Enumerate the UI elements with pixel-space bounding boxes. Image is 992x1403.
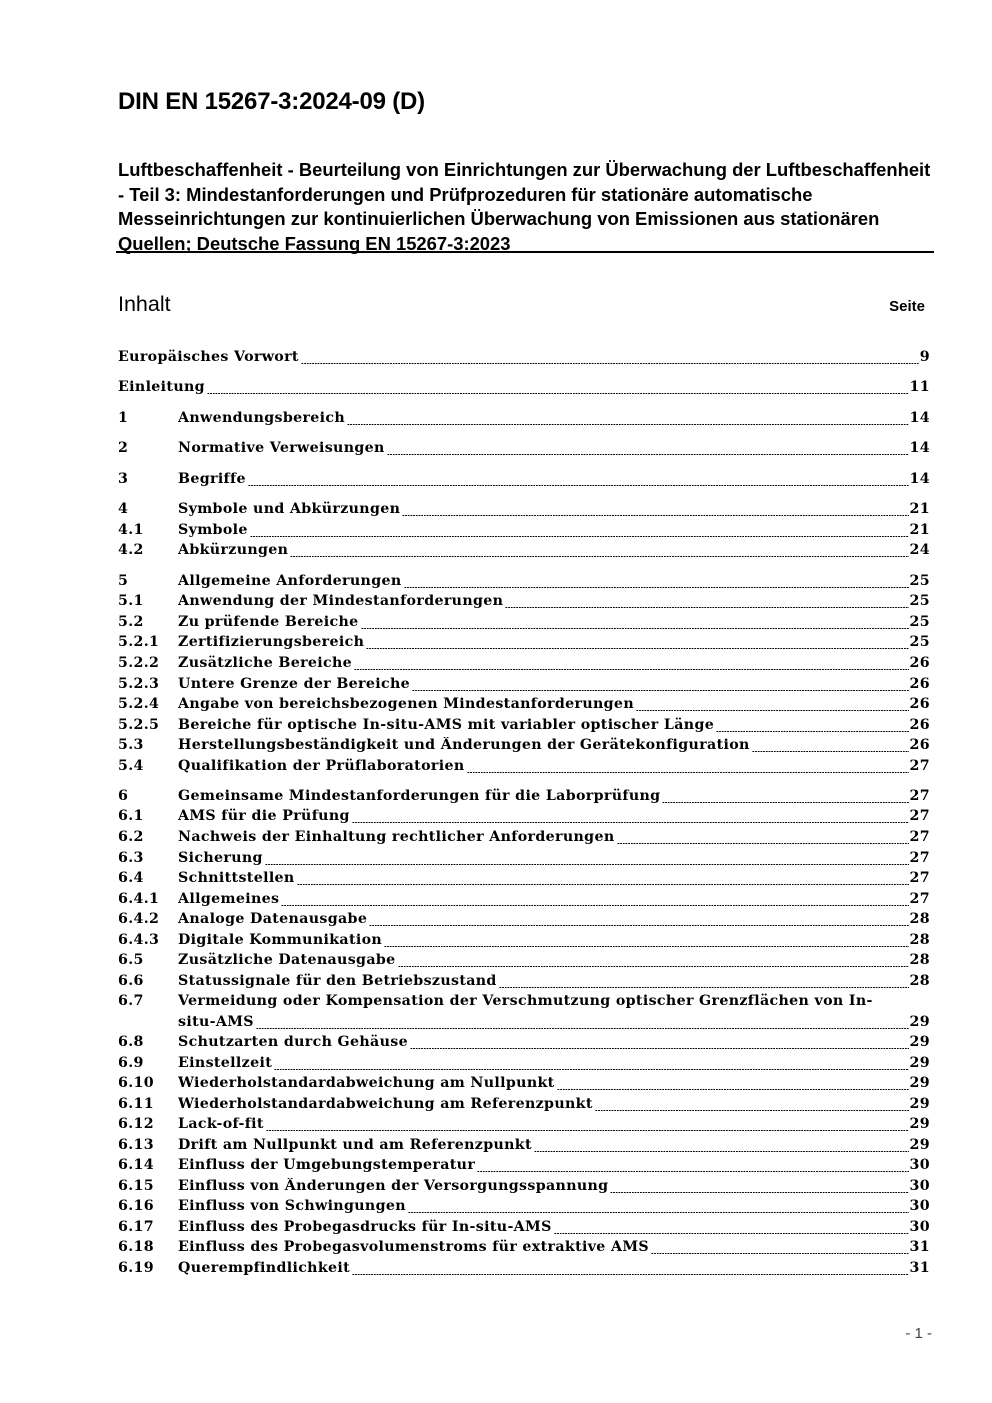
toc-entry[interactable] bbox=[118, 1239, 930, 1259]
toc-entry-title: Begriffe bbox=[178, 471, 246, 487]
toc-dot-leader bbox=[499, 987, 909, 988]
toc-entry-page: 25 bbox=[909, 593, 930, 609]
toc-entry[interactable] bbox=[118, 829, 930, 849]
toc-entry[interactable] bbox=[118, 717, 930, 737]
toc-entry-number: 5.2 bbox=[118, 614, 144, 630]
toc-entry-page: 14 bbox=[909, 410, 930, 426]
toc-entry[interactable] bbox=[118, 676, 930, 696]
toc-dot-leader bbox=[408, 1212, 909, 1213]
toc-entry-title: Einleitung bbox=[118, 379, 205, 395]
toc-entry-page: 25 bbox=[909, 614, 930, 630]
toc-entry[interactable] bbox=[118, 1096, 930, 1116]
toc-entry-title: Untere Grenze der Bereiche bbox=[178, 676, 411, 692]
toc-entry[interactable] bbox=[118, 522, 930, 542]
toc-entry[interactable] bbox=[118, 1137, 930, 1157]
toc-entry-page: 26 bbox=[909, 717, 930, 733]
toc-entry-number: 6.12 bbox=[118, 1116, 154, 1132]
toc-entry-number: 6.1 bbox=[118, 808, 144, 824]
toc-entry-page: 30 bbox=[909, 1198, 930, 1214]
toc-entry-title: Einfluss des Probegasvolumenstroms für extraktive AMS bbox=[178, 1239, 649, 1255]
toc-entry-number: 6.4.3 bbox=[118, 932, 160, 948]
toc-entry[interactable] bbox=[118, 1178, 930, 1198]
toc-entry-page: 24 bbox=[909, 542, 930, 558]
toc-entry[interactable] bbox=[118, 808, 930, 828]
toc-dot-leader bbox=[662, 802, 908, 803]
toc-entry-page: 30 bbox=[909, 1178, 930, 1194]
toc-entry-number: 5.3 bbox=[118, 737, 144, 753]
toc-entry-number: 5.2.1 bbox=[118, 634, 160, 650]
toc-entry-page: 31 bbox=[909, 1260, 930, 1276]
toc-entry-number: 6.2 bbox=[118, 829, 144, 845]
toc-entry-title: Bereiche für optische In-situ-AMS mit variabler optischer Länge bbox=[178, 717, 715, 733]
toc-dot-leader bbox=[636, 710, 909, 711]
toc-entry[interactable] bbox=[118, 573, 930, 593]
toc-entry-title: Einfluss von Änderungen der Versorgungsspannung bbox=[178, 1178, 609, 1194]
toc-entry-page: 31 bbox=[909, 1239, 930, 1255]
toc-entry-number: 4 bbox=[118, 501, 129, 517]
toc-entry-number: 2 bbox=[118, 440, 129, 456]
toc-entry-number: 5.2.4 bbox=[118, 696, 160, 712]
toc-entry-page: 29 bbox=[909, 1137, 930, 1153]
toc-entry-title: Herstellungsbeständigkeit und Änderungen der Gerätekonfiguration bbox=[178, 737, 750, 753]
toc-entry-title: Allgemeines bbox=[178, 891, 280, 907]
toc-entry-title: Europäisches Vorwort bbox=[118, 349, 299, 365]
toc-entry-title: Symbole und Abkürzungen bbox=[178, 501, 401, 517]
toc-dot-leader bbox=[398, 966, 909, 967]
toc-dot-leader bbox=[274, 1069, 908, 1070]
toc-entry-title: Qualifikation der Prüflaboratorien bbox=[178, 758, 465, 774]
toc-entry-page: 14 bbox=[909, 471, 930, 487]
toc-entry-page: 28 bbox=[909, 911, 930, 927]
toc-entry[interactable] bbox=[118, 1260, 930, 1280]
toc-entry[interactable] bbox=[118, 993, 930, 1035]
toc-entry-title: Abkürzungen bbox=[178, 542, 289, 558]
toc-entry[interactable] bbox=[118, 696, 930, 716]
toc-dot-leader bbox=[297, 884, 909, 885]
toc-dot-leader bbox=[554, 1233, 909, 1234]
toc-dot-leader bbox=[467, 772, 909, 773]
toc-entry-title: Angabe von bereichsbezogenen Mindestanforderungen bbox=[178, 696, 634, 712]
toc-entry-page: 27 bbox=[909, 758, 930, 774]
toc-entry-page: 25 bbox=[909, 634, 930, 650]
document-subtitle: Luftbeschaffenheit - Beurteilung von Einrichtungen zur Überwachung der Luftbeschaffenheit - Teil 3: Mindestanforderungen und Prüfprozeduren für stationäre automatische Messeinrichtungen zur kontinuierlichen Überwachung von Emissionen aus stationären Quellen; Deutsche Fassung EN 15267-3:2023 bbox=[118, 159, 931, 254]
toc-entry-page: 29 bbox=[909, 1116, 930, 1132]
toc-entry-page: 28 bbox=[909, 973, 930, 989]
toc-entry-title: Querempfindlichkeit bbox=[178, 1260, 351, 1276]
toc-entry-number: 6.17 bbox=[118, 1219, 154, 1235]
toc-entry-number: 6.14 bbox=[118, 1157, 154, 1173]
toc-entry-title: Anwendung der Mindestanforderungen bbox=[178, 593, 504, 609]
toc-entry-number: 6.6 bbox=[118, 973, 144, 989]
toc-entry-page: 29 bbox=[909, 1096, 930, 1112]
toc-dot-leader bbox=[352, 822, 909, 823]
toc-entry-number: 6.4.2 bbox=[118, 911, 160, 927]
toc-entry-number: 6.10 bbox=[118, 1075, 154, 1091]
toc-entry-page: 21 bbox=[909, 522, 930, 538]
document-title: DIN EN 15267-3:2024-09 (D) bbox=[118, 88, 425, 115]
toc-entry-title: Einfluss des Probegasdrucks für In-situ-AMS bbox=[178, 1219, 552, 1235]
toc-dot-leader bbox=[404, 587, 909, 588]
toc-entry-number: 6.4.1 bbox=[118, 891, 160, 907]
toc-entry-page: 30 bbox=[909, 1219, 930, 1235]
toc-dot-leader bbox=[557, 1089, 909, 1090]
toc-entry-page: 26 bbox=[909, 676, 930, 692]
toc-entry[interactable] bbox=[118, 1116, 930, 1136]
toc-entry[interactable] bbox=[118, 870, 930, 890]
toc-entry-title: Symbole bbox=[178, 522, 248, 538]
toc-entry-page: 29 bbox=[909, 1034, 930, 1050]
toc-entry-title: Lack-of-fit bbox=[178, 1116, 264, 1132]
toc-entry-title: Statussignale für den Betriebszustand bbox=[178, 973, 497, 989]
toc-dot-leader bbox=[266, 1130, 909, 1131]
toc-entry-number: 6.19 bbox=[118, 1260, 154, 1276]
toc-dot-leader bbox=[477, 1171, 908, 1172]
page-number: - 1 - bbox=[905, 1325, 932, 1342]
toc-dot-leader bbox=[207, 393, 909, 394]
toc-entry-title: Allgemeine Anforderungen bbox=[178, 573, 402, 589]
toc-entry-title: Einfluss der Umgebungstemperatur bbox=[178, 1157, 476, 1173]
toc-dot-leader bbox=[402, 515, 908, 516]
toc-entry[interactable] bbox=[118, 737, 930, 757]
toc-dot-leader bbox=[410, 1048, 909, 1049]
toc-dot-leader bbox=[250, 536, 909, 537]
toc-entry-page: 28 bbox=[909, 932, 930, 948]
toc-dot-leader bbox=[301, 363, 919, 364]
toc-entry-title: Wiederholstandardabweichung am Referenzpunkt bbox=[178, 1096, 593, 1112]
toc-entry-page: 27 bbox=[909, 829, 930, 845]
toc-entry[interactable] bbox=[118, 440, 930, 460]
toc-entry-number: 6.13 bbox=[118, 1137, 154, 1153]
toc-entry[interactable] bbox=[118, 973, 930, 993]
toc-entry[interactable] bbox=[118, 379, 930, 399]
toc-entry-page: 21 bbox=[909, 501, 930, 517]
toc-entry-page: 29 bbox=[909, 1075, 930, 1091]
toc-dot-leader bbox=[752, 751, 909, 752]
toc-dot-leader bbox=[265, 864, 909, 865]
toc-entry-title: AMS für die Prüfung bbox=[178, 808, 350, 824]
toc-entry-title: Zertifizierungsbereich bbox=[178, 634, 365, 650]
toc-dot-leader bbox=[366, 648, 908, 649]
toc-entry[interactable] bbox=[118, 850, 930, 870]
toc-entry-number: 6.15 bbox=[118, 1178, 154, 1194]
toc-entry-number: 5.1 bbox=[118, 593, 144, 609]
toc-entry-page: 26 bbox=[909, 696, 930, 712]
toc-entry[interactable] bbox=[118, 1055, 930, 1075]
toc-entry-title: Schutzarten durch Gehäuse bbox=[178, 1034, 408, 1050]
toc-entry-number: 6.18 bbox=[118, 1239, 154, 1255]
toc-entry-title: situ-AMS bbox=[178, 1014, 254, 1030]
toc-heading: Inhalt bbox=[118, 292, 171, 316]
toc-entry[interactable] bbox=[118, 655, 930, 675]
toc-entry[interactable] bbox=[118, 614, 930, 634]
toc-dot-leader bbox=[412, 690, 909, 691]
toc-entry-number: 3 bbox=[118, 471, 129, 487]
toc-entry-title: Einstellzeit bbox=[178, 1055, 273, 1071]
toc-entry[interactable] bbox=[118, 349, 930, 369]
toc-entry-title: Wiederholstandardabweichung am Nullpunkt bbox=[178, 1075, 555, 1091]
toc-entry-title: Digitale Kommunikation bbox=[178, 932, 383, 948]
toc-entry-number: 5.2.3 bbox=[118, 676, 160, 692]
toc-entry[interactable] bbox=[118, 542, 930, 562]
toc-dot-leader bbox=[610, 1192, 908, 1193]
toc-entry-page: 29 bbox=[909, 1014, 930, 1030]
toc-entry[interactable] bbox=[118, 1075, 930, 1095]
toc-dot-leader bbox=[505, 607, 908, 608]
toc-entry-page: 29 bbox=[909, 1055, 930, 1071]
toc-entry[interactable] bbox=[118, 1157, 930, 1177]
toc-dot-leader bbox=[387, 454, 909, 455]
toc-entry-page: 27 bbox=[909, 850, 930, 866]
toc-dot-leader bbox=[281, 905, 908, 906]
toc-entry[interactable] bbox=[118, 1198, 930, 1218]
toc-entry-page: 26 bbox=[909, 737, 930, 753]
toc-dot-leader bbox=[347, 424, 908, 425]
toc-entry-title: Sicherung bbox=[178, 850, 263, 866]
toc-entry-page: 27 bbox=[909, 870, 930, 886]
toc-entry-number: 5 bbox=[118, 573, 129, 589]
toc-entry-title: Zu prüfende Bereiche bbox=[178, 614, 359, 630]
toc-dot-leader bbox=[369, 925, 908, 926]
toc-entry-title: Nachweis der Einhaltung rechtlicher Anforderungen bbox=[178, 829, 615, 845]
toc-entry[interactable] bbox=[118, 634, 930, 654]
toc-entry-number: 5.2.5 bbox=[118, 717, 160, 733]
toc-entry-number: 6.4 bbox=[118, 870, 144, 886]
toc-dot-leader bbox=[651, 1253, 909, 1254]
toc-entry-number: 4.2 bbox=[118, 542, 144, 558]
toc-entry-title: Schnittstellen bbox=[178, 870, 295, 886]
toc-entry-number: 6.7 bbox=[118, 993, 144, 1009]
toc-entry[interactable] bbox=[118, 952, 930, 972]
toc-entry-page: 27 bbox=[909, 891, 930, 907]
title-divider bbox=[116, 251, 934, 253]
toc-entry-page: 25 bbox=[909, 573, 930, 589]
toc-entry-number: 4.1 bbox=[118, 522, 144, 538]
toc-entry[interactable] bbox=[118, 410, 930, 430]
toc-dot-leader bbox=[384, 946, 908, 947]
toc-dot-leader bbox=[361, 628, 909, 629]
toc-entry-number: 6.3 bbox=[118, 850, 144, 866]
toc-entry-number: 6.11 bbox=[118, 1096, 154, 1112]
toc-entry[interactable] bbox=[118, 911, 930, 931]
toc-dot-leader bbox=[716, 731, 908, 732]
toc-dot-leader bbox=[595, 1110, 909, 1111]
toc-entry-number: 6 bbox=[118, 788, 129, 804]
toc-dot-leader bbox=[354, 669, 908, 670]
toc-entry-title: Einfluss von Schwingungen bbox=[178, 1198, 406, 1214]
toc-entry-title: Gemeinsame Mindestanforderungen für die Laborprüfung bbox=[178, 788, 661, 804]
toc-entry[interactable] bbox=[118, 1034, 930, 1054]
toc-entry-title: Drift am Nullpunkt und am Referenzpunkt bbox=[178, 1137, 532, 1153]
toc-dot-leader bbox=[617, 843, 909, 844]
toc-entry[interactable] bbox=[118, 501, 930, 521]
toc-dot-leader bbox=[256, 1028, 909, 1029]
toc-entry-number: 6.9 bbox=[118, 1055, 144, 1071]
page-column-label: Seite bbox=[889, 298, 925, 315]
toc-dot-leader bbox=[352, 1274, 909, 1275]
toc-dot-leader bbox=[248, 485, 909, 486]
toc-entry-page: 26 bbox=[909, 655, 930, 671]
toc-entry[interactable] bbox=[118, 593, 930, 613]
toc-entry-number: 5.4 bbox=[118, 758, 144, 774]
toc-entry[interactable] bbox=[118, 1219, 930, 1239]
toc-entry-title: Anwendungsbereich bbox=[178, 410, 346, 426]
toc-entry-page: 28 bbox=[909, 952, 930, 968]
toc-entry-page: 11 bbox=[909, 379, 930, 395]
toc-entry-page: 30 bbox=[909, 1157, 930, 1173]
toc-entry[interactable] bbox=[118, 891, 930, 911]
toc-entry-page: 27 bbox=[909, 788, 930, 804]
toc-entry-number: 6.5 bbox=[118, 952, 144, 968]
toc-entry-title: Zusätzliche Bereiche bbox=[178, 655, 353, 671]
toc-dot-leader bbox=[534, 1151, 909, 1152]
toc-entry-title: Normative Verweisungen bbox=[178, 440, 385, 456]
toc-dot-leader bbox=[290, 556, 908, 557]
toc-entry[interactable] bbox=[118, 758, 930, 778]
toc-entry-number: 6.16 bbox=[118, 1198, 154, 1214]
toc-entry[interactable] bbox=[118, 932, 930, 952]
toc-entry[interactable] bbox=[118, 471, 930, 491]
toc-entry-number: 1 bbox=[118, 410, 129, 426]
toc-entry-title: Zusätzliche Datenausgabe bbox=[178, 952, 396, 968]
toc-entry-title: Analoge Datenausgabe bbox=[178, 911, 368, 927]
toc-entry-title-line1: Vermeidung oder Kompensation der Verschmutzung optischer Grenzflächen von In- bbox=[178, 993, 873, 1009]
toc-entry-number: 5.2.2 bbox=[118, 655, 160, 671]
toc-entry[interactable] bbox=[118, 788, 930, 808]
toc-entry-page: 9 bbox=[919, 349, 930, 365]
toc-entry-page: 14 bbox=[909, 440, 930, 456]
toc-entry-number: 6.8 bbox=[118, 1034, 144, 1050]
toc-entry-page: 27 bbox=[909, 808, 930, 824]
